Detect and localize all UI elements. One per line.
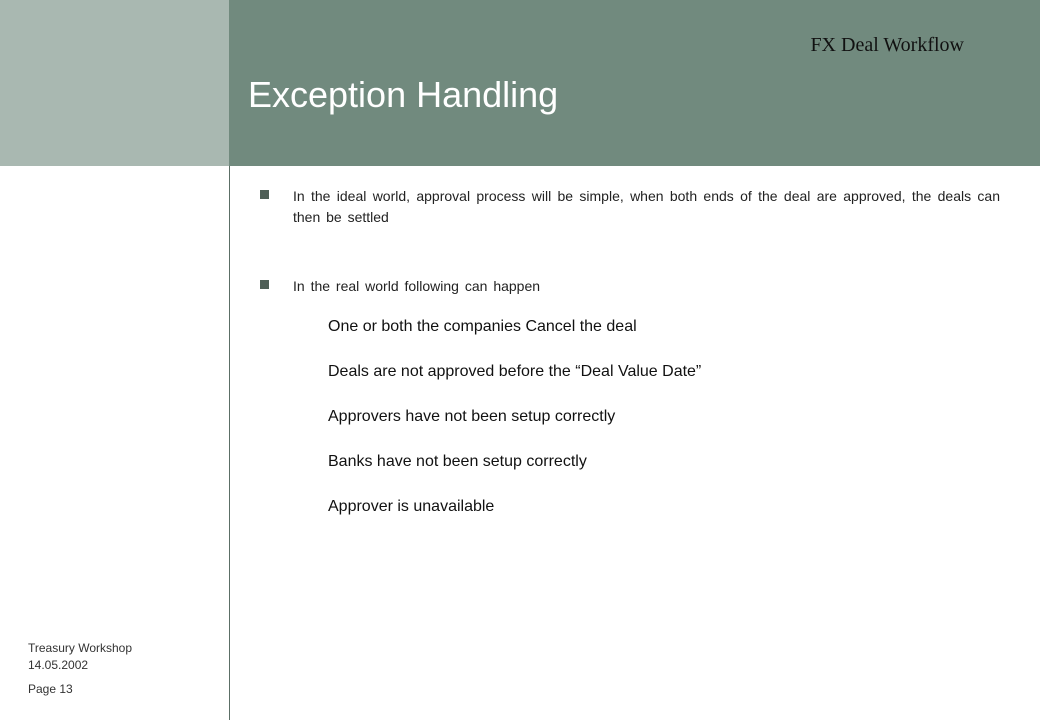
footer-workshop: Treasury Workshop: [28, 641, 133, 655]
square-bullet-icon: [260, 280, 269, 289]
left-decoration-block: [0, 0, 229, 166]
footer-date: 14.05.2002: [28, 658, 89, 672]
brand-title: FX Deal Workflow: [810, 34, 964, 56]
page-title: Exception Handling: [248, 74, 559, 115]
footer-page-number: Page 13: [28, 682, 73, 696]
vertical-divider: [229, 166, 230, 720]
bullet-item: [260, 276, 1000, 297]
bullet-item: [260, 186, 1000, 228]
exception-item: Approver is unavailable: [328, 498, 495, 515]
bullet-text: In the real world following can happen: [293, 278, 541, 294]
square-bullet-icon: [260, 190, 269, 199]
exception-item: Approvers have not been setup correctly: [328, 408, 616, 425]
exception-item: Deals are not approved before the “Deal Value Date”: [328, 363, 702, 380]
exception-item: One or both the companies Cancel the deal: [328, 318, 637, 335]
exception-item: Banks have not been setup correctly: [328, 453, 587, 470]
bullet-text: In the ideal world, approval process will be simple, when both ends of the deal are approved, the deals can then be settled: [293, 188, 1000, 225]
exception-list: [328, 316, 701, 541]
